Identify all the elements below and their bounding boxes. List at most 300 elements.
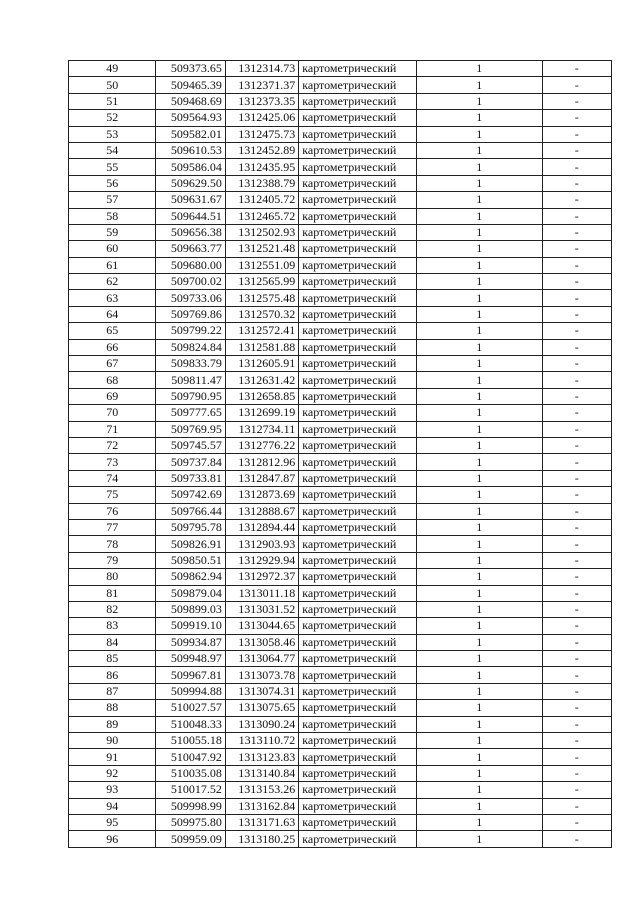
method-cell: картометрический (299, 356, 417, 372)
x-coordinate-cell: 510017.52 (156, 782, 225, 798)
precision-cell: 1 (416, 192, 542, 208)
y-coordinate-cell: 1313075.65 (225, 700, 298, 716)
table-row (69, 552, 612, 568)
precision-cell: 1 (416, 257, 542, 273)
method-cell: картометрический (299, 323, 417, 339)
x-coordinate-cell: 510027.57 (156, 700, 225, 716)
x-coordinate-cell: 509465.39 (156, 77, 225, 93)
method-cell: картометрический (299, 552, 417, 568)
method-cell: картометрический (299, 224, 417, 240)
description-cell: - (542, 356, 611, 372)
precision-cell: 1 (416, 569, 542, 585)
precision-cell: 1 (416, 749, 542, 765)
description-cell: - (542, 142, 611, 158)
description-cell: - (542, 421, 611, 437)
x-coordinate-cell: 509629.50 (156, 175, 225, 191)
point-number-cell: 76 (69, 503, 156, 519)
y-coordinate-cell: 1312502.93 (225, 224, 298, 240)
point-number-cell: 84 (69, 634, 156, 650)
x-coordinate-cell: 510035.08 (156, 765, 225, 781)
precision-cell: 1 (416, 126, 542, 142)
y-coordinate-cell: 1313090.24 (225, 716, 298, 732)
y-coordinate-cell: 1312425.06 (225, 110, 298, 126)
point-number-cell: 94 (69, 798, 156, 814)
point-number-cell: 85 (69, 651, 156, 667)
y-coordinate-cell: 1312903.93 (225, 536, 298, 552)
precision-cell: 1 (416, 585, 542, 601)
method-cell: картометрический (299, 388, 417, 404)
description-cell: - (542, 470, 611, 486)
y-coordinate-cell: 1312435.95 (225, 159, 298, 175)
y-coordinate-cell: 1312465.72 (225, 208, 298, 224)
x-coordinate-cell: 509959.09 (156, 831, 225, 847)
y-coordinate-cell: 1312521.48 (225, 241, 298, 257)
y-coordinate-cell: 1312581.88 (225, 339, 298, 355)
description-cell: - (542, 257, 611, 273)
description-cell: - (542, 61, 611, 77)
method-cell: картометрический (299, 306, 417, 322)
x-coordinate-cell: 509733.81 (156, 470, 225, 486)
y-coordinate-cell: 1312575.48 (225, 290, 298, 306)
precision-cell: 1 (416, 110, 542, 126)
point-number-cell: 58 (69, 208, 156, 224)
x-coordinate-cell: 509610.53 (156, 142, 225, 158)
x-coordinate-cell: 510055.18 (156, 733, 225, 749)
y-coordinate-cell: 1313058.46 (225, 634, 298, 650)
table-row (69, 356, 612, 372)
point-number-cell: 89 (69, 716, 156, 732)
description-cell: - (542, 814, 611, 830)
table-row (69, 651, 612, 667)
y-coordinate-cell: 1312699.19 (225, 405, 298, 421)
precision-cell: 1 (416, 175, 542, 191)
table-row (69, 306, 612, 322)
point-number-cell: 68 (69, 372, 156, 388)
table-row (69, 274, 612, 290)
description-cell: - (542, 536, 611, 552)
table-row (69, 175, 612, 191)
description-cell: - (542, 634, 611, 650)
table-row (69, 503, 612, 519)
y-coordinate-cell: 1313011.18 (225, 585, 298, 601)
precision-cell: 1 (416, 77, 542, 93)
method-cell: картометрический (299, 110, 417, 126)
coordinates-table-body (69, 61, 612, 848)
x-coordinate-cell: 509899.03 (156, 601, 225, 617)
x-coordinate-cell: 509862.94 (156, 569, 225, 585)
precision-cell: 1 (416, 716, 542, 732)
description-cell: - (542, 569, 611, 585)
point-number-cell: 74 (69, 470, 156, 486)
y-coordinate-cell: 1312475.73 (225, 126, 298, 142)
table-row (69, 93, 612, 109)
method-cell: картометрический (299, 798, 417, 814)
table-row (69, 765, 612, 781)
method-cell: картометрический (299, 192, 417, 208)
point-number-cell: 87 (69, 683, 156, 699)
point-number-cell: 65 (69, 323, 156, 339)
point-number-cell: 50 (69, 77, 156, 93)
method-cell: картометрический (299, 93, 417, 109)
precision-cell: 1 (416, 831, 542, 847)
precision-cell: 1 (416, 454, 542, 470)
table-row (69, 405, 612, 421)
table-row (69, 208, 612, 224)
method-cell: картометрический (299, 77, 417, 93)
x-coordinate-cell: 509948.97 (156, 651, 225, 667)
method-cell: картометрический (299, 241, 417, 257)
x-coordinate-cell: 510047.92 (156, 749, 225, 765)
method-cell: картометрический (299, 208, 417, 224)
y-coordinate-cell: 1312565.99 (225, 274, 298, 290)
y-coordinate-cell: 1312452.89 (225, 142, 298, 158)
table-row (69, 683, 612, 699)
precision-cell: 1 (416, 372, 542, 388)
table-row (69, 372, 612, 388)
method-cell: картометрический (299, 601, 417, 617)
x-coordinate-cell: 509811.47 (156, 372, 225, 388)
coordinates-table (68, 60, 612, 848)
table-row (69, 192, 612, 208)
precision-cell: 1 (416, 782, 542, 798)
point-number-cell: 59 (69, 224, 156, 240)
y-coordinate-cell: 1313123.83 (225, 749, 298, 765)
y-coordinate-cell: 1312873.69 (225, 487, 298, 503)
description-cell: - (542, 733, 611, 749)
precision-cell: 1 (416, 552, 542, 568)
description-cell: - (542, 126, 611, 142)
y-coordinate-cell: 1312388.79 (225, 175, 298, 191)
table-row (69, 241, 612, 257)
method-cell: картометрический (299, 372, 417, 388)
table-row (69, 749, 612, 765)
description-cell: - (542, 290, 611, 306)
method-cell: картометрический (299, 421, 417, 437)
point-number-cell: 86 (69, 667, 156, 683)
x-coordinate-cell: 509644.51 (156, 208, 225, 224)
description-cell: - (542, 552, 611, 568)
point-number-cell: 80 (69, 569, 156, 585)
y-coordinate-cell: 1312658.85 (225, 388, 298, 404)
point-number-cell: 70 (69, 405, 156, 421)
x-coordinate-cell: 509680.00 (156, 257, 225, 273)
description-cell: - (542, 372, 611, 388)
x-coordinate-cell: 509700.02 (156, 274, 225, 290)
x-coordinate-cell: 509656.38 (156, 224, 225, 240)
table-row (69, 569, 612, 585)
method-cell: картометрический (299, 159, 417, 175)
method-cell: картометрический (299, 618, 417, 634)
method-cell: картометрический (299, 782, 417, 798)
method-cell: картометрический (299, 503, 417, 519)
table-row (69, 716, 612, 732)
precision-cell: 1 (416, 159, 542, 175)
description-cell: - (542, 175, 611, 191)
x-coordinate-cell: 509582.01 (156, 126, 225, 142)
table-row (69, 61, 612, 77)
table-row (69, 634, 612, 650)
y-coordinate-cell: 1312314.73 (225, 61, 298, 77)
description-cell: - (542, 388, 611, 404)
x-coordinate-cell: 509826.91 (156, 536, 225, 552)
table-row (69, 470, 612, 486)
precision-cell: 1 (416, 618, 542, 634)
method-cell: картометрический (299, 339, 417, 355)
point-number-cell: 72 (69, 437, 156, 453)
method-cell: картометрический (299, 651, 417, 667)
method-cell: картометрический (299, 290, 417, 306)
precision-cell: 1 (416, 323, 542, 339)
x-coordinate-cell: 509967.81 (156, 667, 225, 683)
description-cell: - (542, 454, 611, 470)
point-number-cell: 73 (69, 454, 156, 470)
method-cell: картометрический (299, 716, 417, 732)
table-row (69, 831, 612, 847)
x-coordinate-cell: 509745.57 (156, 437, 225, 453)
point-number-cell: 90 (69, 733, 156, 749)
table-row (69, 159, 612, 175)
y-coordinate-cell: 1312371.37 (225, 77, 298, 93)
precision-cell: 1 (416, 503, 542, 519)
precision-cell: 1 (416, 651, 542, 667)
method-cell: картометрический (299, 765, 417, 781)
table-row (69, 487, 612, 503)
description-cell: - (542, 437, 611, 453)
description-cell: - (542, 93, 611, 109)
x-coordinate-cell: 509769.86 (156, 306, 225, 322)
x-coordinate-cell: 509994.88 (156, 683, 225, 699)
precision-cell: 1 (416, 61, 542, 77)
description-cell: - (542, 519, 611, 535)
description-cell: - (542, 683, 611, 699)
x-coordinate-cell: 509790.95 (156, 388, 225, 404)
description-cell: - (542, 323, 611, 339)
method-cell: картометрический (299, 126, 417, 142)
description-cell: - (542, 765, 611, 781)
table-row (69, 585, 612, 601)
precision-cell: 1 (416, 339, 542, 355)
method-cell: картометрический (299, 585, 417, 601)
precision-cell: 1 (416, 241, 542, 257)
table-row (69, 667, 612, 683)
table-row (69, 77, 612, 93)
y-coordinate-cell: 1312888.67 (225, 503, 298, 519)
y-coordinate-cell: 1312605.91 (225, 356, 298, 372)
x-coordinate-cell: 509998.99 (156, 798, 225, 814)
point-number-cell: 64 (69, 306, 156, 322)
point-number-cell: 61 (69, 257, 156, 273)
table-row (69, 110, 612, 126)
description-cell: - (542, 159, 611, 175)
table-row (69, 224, 612, 240)
precision-cell: 1 (416, 142, 542, 158)
precision-cell: 1 (416, 519, 542, 535)
method-cell: картометрический (299, 831, 417, 847)
y-coordinate-cell: 1312812.96 (225, 454, 298, 470)
description-cell: - (542, 208, 611, 224)
method-cell: картометрический (299, 175, 417, 191)
method-cell: картометрический (299, 487, 417, 503)
point-number-cell: 95 (69, 814, 156, 830)
point-number-cell: 55 (69, 159, 156, 175)
y-coordinate-cell: 1313140.84 (225, 765, 298, 781)
description-cell: - (542, 487, 611, 503)
y-coordinate-cell: 1313180.25 (225, 831, 298, 847)
point-number-cell: 88 (69, 700, 156, 716)
method-cell: картометрический (299, 700, 417, 716)
y-coordinate-cell: 1313074.31 (225, 683, 298, 699)
point-number-cell: 66 (69, 339, 156, 355)
precision-cell: 1 (416, 765, 542, 781)
precision-cell: 1 (416, 93, 542, 109)
method-cell: картометрический (299, 61, 417, 77)
precision-cell: 1 (416, 388, 542, 404)
description-cell: - (542, 651, 611, 667)
method-cell: картометрический (299, 470, 417, 486)
precision-cell: 1 (416, 306, 542, 322)
table-row (69, 339, 612, 355)
description-cell: - (542, 749, 611, 765)
x-coordinate-cell: 509586.04 (156, 159, 225, 175)
x-coordinate-cell: 509663.77 (156, 241, 225, 257)
table-row (69, 782, 612, 798)
x-coordinate-cell: 509373.65 (156, 61, 225, 77)
precision-cell: 1 (416, 290, 542, 306)
table-row (69, 323, 612, 339)
precision-cell: 1 (416, 470, 542, 486)
point-number-cell: 52 (69, 110, 156, 126)
method-cell: картометрический (299, 733, 417, 749)
description-cell: - (542, 77, 611, 93)
method-cell: картометрический (299, 142, 417, 158)
method-cell: картометрический (299, 667, 417, 683)
x-coordinate-cell: 509975.80 (156, 814, 225, 830)
point-number-cell: 81 (69, 585, 156, 601)
x-coordinate-cell: 509631.67 (156, 192, 225, 208)
precision-cell: 1 (416, 634, 542, 650)
table-row (69, 798, 612, 814)
precision-cell: 1 (416, 536, 542, 552)
method-cell: картометрический (299, 274, 417, 290)
description-cell: - (542, 192, 611, 208)
precision-cell: 1 (416, 274, 542, 290)
precision-cell: 1 (416, 421, 542, 437)
precision-cell: 1 (416, 405, 542, 421)
table-row (69, 536, 612, 552)
method-cell: картометрический (299, 814, 417, 830)
point-number-cell: 75 (69, 487, 156, 503)
y-coordinate-cell: 1312570.32 (225, 306, 298, 322)
method-cell: картометрический (299, 454, 417, 470)
description-cell: - (542, 601, 611, 617)
y-coordinate-cell: 1313171.63 (225, 814, 298, 830)
point-number-cell: 51 (69, 93, 156, 109)
precision-cell: 1 (416, 601, 542, 617)
y-coordinate-cell: 1312929.94 (225, 552, 298, 568)
y-coordinate-cell: 1312405.72 (225, 192, 298, 208)
y-coordinate-cell: 1313064.77 (225, 651, 298, 667)
point-number-cell: 54 (69, 142, 156, 158)
x-coordinate-cell: 509468.69 (156, 93, 225, 109)
table-row (69, 257, 612, 273)
x-coordinate-cell: 509564.93 (156, 110, 225, 126)
table-row (69, 814, 612, 830)
table-row (69, 618, 612, 634)
description-cell: - (542, 241, 611, 257)
description-cell: - (542, 667, 611, 683)
table-row (69, 290, 612, 306)
precision-cell: 1 (416, 700, 542, 716)
y-coordinate-cell: 1312776.22 (225, 437, 298, 453)
x-coordinate-cell: 509795.78 (156, 519, 225, 535)
y-coordinate-cell: 1313031.52 (225, 601, 298, 617)
point-number-cell: 82 (69, 601, 156, 617)
point-number-cell: 79 (69, 552, 156, 568)
precision-cell: 1 (416, 224, 542, 240)
point-number-cell: 63 (69, 290, 156, 306)
description-cell: - (542, 110, 611, 126)
description-cell: - (542, 716, 611, 732)
description-cell: - (542, 339, 611, 355)
description-cell: - (542, 224, 611, 240)
description-cell: - (542, 831, 611, 847)
point-number-cell: 69 (69, 388, 156, 404)
description-cell: - (542, 618, 611, 634)
table-row (69, 388, 612, 404)
y-coordinate-cell: 1312631.42 (225, 372, 298, 388)
precision-cell: 1 (416, 487, 542, 503)
x-coordinate-cell: 509769.95 (156, 421, 225, 437)
x-coordinate-cell: 509934.87 (156, 634, 225, 650)
point-number-cell: 78 (69, 536, 156, 552)
x-coordinate-cell: 510048.33 (156, 716, 225, 732)
y-coordinate-cell: 1313110.72 (225, 733, 298, 749)
point-number-cell: 92 (69, 765, 156, 781)
point-number-cell: 60 (69, 241, 156, 257)
method-cell: картометрический (299, 749, 417, 765)
precision-cell: 1 (416, 208, 542, 224)
table-row (69, 421, 612, 437)
table-row (69, 733, 612, 749)
description-cell: - (542, 503, 611, 519)
method-cell: картометрический (299, 257, 417, 273)
point-number-cell: 77 (69, 519, 156, 535)
y-coordinate-cell: 1312551.09 (225, 257, 298, 273)
method-cell: картометрический (299, 519, 417, 535)
table-row (69, 519, 612, 535)
y-coordinate-cell: 1312847.87 (225, 470, 298, 486)
table-row (69, 700, 612, 716)
x-coordinate-cell: 509733.06 (156, 290, 225, 306)
method-cell: картометрический (299, 634, 417, 650)
point-number-cell: 56 (69, 175, 156, 191)
table-row (69, 126, 612, 142)
x-coordinate-cell: 509824.84 (156, 339, 225, 355)
point-number-cell: 49 (69, 61, 156, 77)
point-number-cell: 67 (69, 356, 156, 372)
x-coordinate-cell: 509742.69 (156, 487, 225, 503)
y-coordinate-cell: 1312972.37 (225, 569, 298, 585)
method-cell: картометрический (299, 683, 417, 699)
precision-cell: 1 (416, 437, 542, 453)
precision-cell: 1 (416, 814, 542, 830)
method-cell: картометрический (299, 536, 417, 552)
method-cell: картометрический (299, 405, 417, 421)
y-coordinate-cell: 1313044.65 (225, 618, 298, 634)
table-row (69, 454, 612, 470)
precision-cell: 1 (416, 733, 542, 749)
x-coordinate-cell: 509919.10 (156, 618, 225, 634)
